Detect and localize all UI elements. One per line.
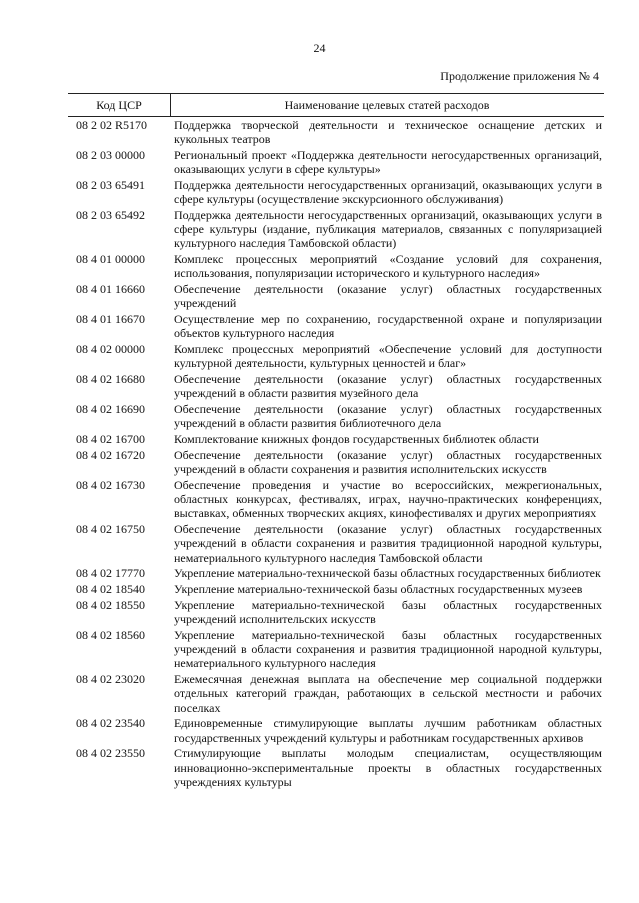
- table-row: [76, 478, 602, 521]
- table-row: [76, 312, 602, 340]
- appendix-continuation-label: Продолжение приложения № 4: [440, 69, 599, 83]
- row-code: 08 2 03 65492: [76, 208, 145, 222]
- table-row: [76, 522, 602, 565]
- row-code: 08 4 01 16670: [76, 312, 145, 327]
- table-header: [68, 93, 604, 117]
- table-row: [76, 178, 602, 206]
- row-code: 08 4 02 18550: [76, 598, 145, 612]
- row-code: 08 4 01 16660: [76, 282, 145, 297]
- row-name: Обеспечение деятельности (оказание услуг) областных государственных учреждений в области сохранения и развития исполнительских искусств: [174, 448, 602, 477]
- table-row: [76, 372, 602, 400]
- header-name: Наименование целевых статей расходов: [284, 97, 490, 112]
- table-row: [76, 448, 602, 476]
- row-name: Обеспечение деятельности (оказание услуг) областных государственных учреждений в области сохранения и развития традиционной народной культуры, нематериального культурного наследия Тамбовской области: [174, 522, 602, 565]
- row-name: Стимулирующие выплаты молодым специалистам, осуществляющим инновационно-экспериментальные проекты в областных государственных учреждениях культуры: [174, 746, 602, 789]
- row-name: Обеспечение деятельности (оказание услуг) областных государственных учреждений в области развития музейного дела: [174, 372, 602, 401]
- row-name: Поддержка творческой деятельности и техническое оснащение детских и кукольных театров: [174, 118, 602, 147]
- row-name: Ежемесячная денежная выплата на обеспечение мер социальной поддержки отдельных категорий граждан, работающих в сельской местности и рабочих поселках: [174, 672, 602, 715]
- table-body: [76, 118, 602, 791]
- row-code: 08 4 02 18560: [76, 628, 145, 642]
- row-code: 08 2 03 00000: [76, 148, 145, 162]
- table-row: [76, 402, 602, 430]
- table-row: [76, 252, 602, 280]
- row-code: 08 2 02 R5170: [76, 118, 148, 132]
- table-row: [76, 208, 602, 251]
- table-row: [76, 672, 602, 715]
- table-row: [76, 746, 602, 789]
- row-name: Укрепление материально-технической базы областных государственных учреждений исполнительских искусств: [174, 598, 602, 627]
- row-name: Поддержка деятельности негосударственных организаций, оказывающих услуги в сфере культуры (издание, публикация материалов, связанных с популяризацией культурного наследия Тамбовской области): [174, 208, 602, 251]
- row-code: 08 4 02 16700: [76, 432, 145, 447]
- row-code: 08 4 02 16750: [76, 522, 145, 537]
- row-code: 08 4 02 23550: [76, 746, 145, 761]
- row-code: 08 4 02 16730: [76, 478, 145, 492]
- table-row: [76, 118, 602, 146]
- row-name: Обеспечение проведения и участие во всероссийских, межрегиональных, областных конкурсах, фестивалях, играх, научно-практических конференциях, выставках, обменных творческих акциях, кинофестивалях и других мероприятиях: [174, 478, 602, 521]
- row-name: Поддержка деятельности негосударственных организаций, оказывающих услуги в сфере культуры (осуществление экскурсионного обслуживания): [174, 178, 602, 207]
- row-name: Комплекс процессных мероприятий «Обеспечение условий для доступности культурной деятельности, культурных ценностей и благ»: [174, 342, 602, 371]
- row-code: 08 4 02 16720: [76, 448, 145, 462]
- row-name: Региональный проект «Поддержка деятельности негосударственных организаций, оказывающих услуги в сфере культуры»: [174, 148, 602, 177]
- page-number: 24: [313, 41, 326, 55]
- row-code: 08 2 03 65491: [76, 178, 145, 192]
- row-name: Укрепление материально-технической базы областных государственных учреждений в области сохранения и развития традиционной народной культуры, нематериального культурного наследия: [174, 628, 602, 671]
- table-row: [76, 566, 602, 580]
- table-row: [76, 582, 602, 596]
- row-name: Обеспечение деятельности (оказание услуг) областных государственных учреждений: [174, 282, 602, 311]
- table-row: [76, 282, 602, 310]
- row-name: Комплекс процессных мероприятий «Создание условий для сохранения, использования, популяризации исторического и культурного наследия»: [174, 252, 602, 281]
- table-row: [76, 342, 602, 370]
- header-code: Код ЦСР: [96, 97, 142, 112]
- table-row: [76, 716, 602, 744]
- row-name: Единовременные стимулирующие выплаты лучшим работникам областных государственных учреждений культуры и работникам государственных архивов: [174, 716, 602, 745]
- table-row: [76, 432, 602, 446]
- row-code: 08 4 02 16680: [76, 372, 145, 387]
- row-name: Обеспечение деятельности (оказание услуг) областных государственных учреждений в области развития библиотечного дела: [174, 402, 602, 431]
- row-name: Укрепление материально-технической базы областных государственных музеев: [174, 582, 583, 597]
- row-name: Комплектование книжных фондов государственных библиотек области: [174, 432, 539, 447]
- row-code: 08 4 02 23020: [76, 672, 145, 687]
- column-divider: [170, 94, 171, 116]
- row-code: 08 4 02 23540: [76, 716, 145, 731]
- table-row: [76, 148, 602, 176]
- row-code: 08 4 01 00000: [76, 252, 145, 267]
- row-code: 08 4 02 17770: [76, 566, 145, 581]
- row-code: 08 4 02 00000: [76, 342, 145, 357]
- table-row: [76, 598, 602, 626]
- row-code: 08 4 02 16690: [76, 402, 145, 417]
- row-name: Укрепление материально-технической базы областных государственных библиотек: [174, 566, 601, 581]
- table-row: [76, 628, 602, 671]
- row-code: 08 4 02 18540: [76, 582, 145, 597]
- row-name: Осуществление мер по сохранению, государственной охране и популяризации объектов культурного наследия: [174, 312, 602, 341]
